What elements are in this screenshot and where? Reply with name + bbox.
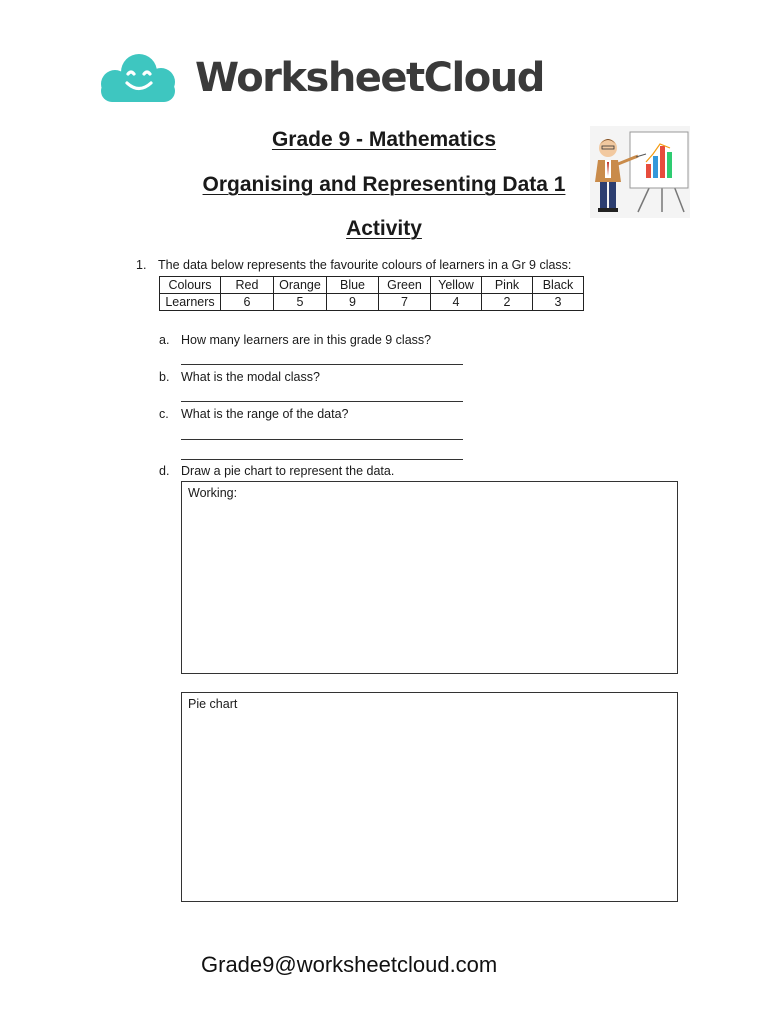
table-cell-colour: Black — [533, 277, 584, 294]
question-part-b — [159, 369, 320, 385]
table-header-label: Colours — [160, 277, 221, 294]
grade-heading-text: Grade 9 - Mathematics — [271, 128, 497, 151]
part-letter: b. — [159, 370, 170, 384]
table-cell-learners: 6 — [221, 294, 274, 311]
table-cell-colour: Orange — [274, 277, 327, 294]
footer-email: Grade9@worksheetcloud.com — [201, 952, 498, 977]
topic-heading-text: Organising and Representing Data 1 — [202, 173, 566, 196]
answer-line-b[interactable] — [181, 401, 463, 402]
activity-heading — [0, 216, 768, 242]
question-part-d — [159, 463, 394, 479]
pie-chart-label: Pie chart — [188, 697, 238, 711]
part-text: Draw a pie chart to represent the data. — [181, 464, 395, 478]
question-intro-text: The data below represents the favourite colours of learners in a Gr 9 class: — [158, 258, 572, 272]
table-cell-learners: 5 — [274, 294, 327, 311]
answer-line-c1[interactable] — [181, 439, 463, 440]
table-cell-learners: 2 — [482, 294, 533, 311]
logo-text: WorksheetCloud — [195, 55, 544, 101]
answer-line-a[interactable] — [181, 364, 463, 365]
part-letter: c. — [159, 407, 169, 421]
answer-line-c2[interactable] — [181, 459, 463, 460]
question-number: 1. — [136, 258, 147, 272]
question-1-intro — [136, 257, 571, 273]
table-cell-colour: Red — [221, 277, 274, 294]
table-cell-colour: Blue — [327, 277, 379, 294]
table-row-label: Learners — [160, 294, 221, 311]
activity-heading-text: Activity — [346, 217, 422, 240]
table-cell-learners: 3 — [533, 294, 584, 311]
working-box[interactable] — [181, 481, 678, 674]
table-cell-learners: 4 — [431, 294, 482, 311]
part-text: What is the range of the data? — [181, 407, 349, 421]
table-header-row — [160, 277, 584, 294]
working-label: Working: — [188, 486, 238, 500]
table-cell-colour: Pink — [482, 277, 533, 294]
table-cell-learners: 9 — [327, 294, 379, 311]
part-text: What is the modal class? — [181, 370, 320, 384]
part-text: How many learners are in this grade 9 class? — [181, 333, 432, 347]
teacher-presentation-illustration — [590, 126, 690, 218]
pie-chart-box[interactable] — [181, 692, 678, 902]
cloud-smile-icon — [93, 50, 183, 106]
question-part-a — [159, 332, 431, 348]
table-learners-row — [160, 294, 584, 311]
table-cell-learners: 7 — [379, 294, 431, 311]
question-part-c — [159, 406, 348, 422]
worksheetcloud-logo — [93, 50, 544, 106]
table-cell-colour: Green — [379, 277, 431, 294]
part-letter: d. — [159, 464, 170, 478]
table-cell-colour: Yellow — [431, 277, 482, 294]
part-letter: a. — [159, 333, 170, 347]
favourite-colours-table — [159, 276, 584, 311]
